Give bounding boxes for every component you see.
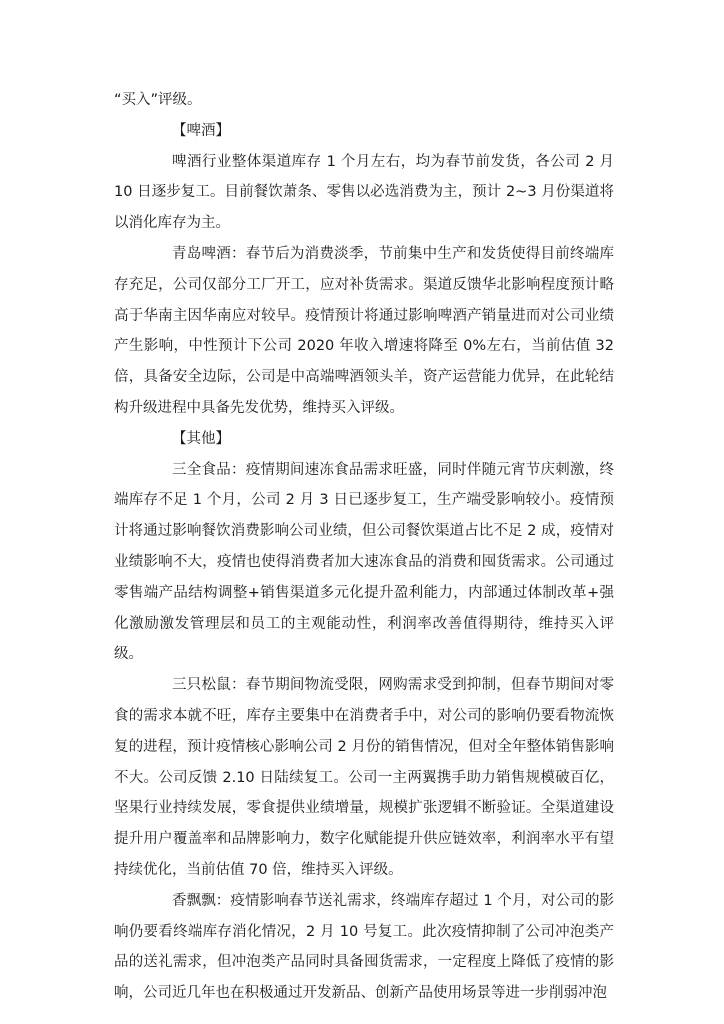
paragraph-sanquan: 三全食品：疫情期间速冻食品需求旺盛，同时伴随元宵节庆刺激，终端库存不足 1 个月，公司 2 月 3 日已逐步复工，生产端受影响较小。疫情预计将通过影响餐饮消费影响公司业绩，但公司餐饮渠道占比不足 2 成，疫情对业绩影响不大，疫情也使得消费者加大速冻食品的消费和囤货需求。公司通过零售端产品结构调整+销售渠道多元化提升盈利能力，内部通过体制改革+强化激励激发管理层和员工的主观能动性，利润率改善值得期待，维持买入评级。 — [114, 461, 614, 663]
intro-fragment: “买入”评级。 — [114, 92, 202, 108]
section-heading-beer: 【啤酒】 — [172, 122, 230, 139]
document-body — [114, 85, 614, 1009]
section-heading-others: 【其他】 — [172, 430, 230, 447]
paragraph-beer-industry: 啤酒行业整体渠道库存 1 个月左右，均为春节前发货，各公司 2 月 10 日逐步复工。目前餐饮萧条、零售以必选消费为主，预计 2~3 月份渠道将以消化库存为主。 — [114, 153, 614, 232]
paragraph-tsingtao: 青岛啤酒：春节后为消费淡季，节前集中生产和发货使得目前终端库存充足，公司仅部分工厂开工，应对补货需求。渠道反馈华北影响程度预计略高于华南主因华南应对较早。疫情预计将通过影响啤酒产销量进而对公司业绩产生影响，中性预计下公司 2020 年收入增速将降至 0%左右，当前估值 32 倍，具备安全边际，公司是中高端啤酒领头羊，资产运营能力优异，在此轮结构升级进程中具备先发优势，维持买入评级。 — [114, 245, 614, 416]
paragraph-xiangpiaopiao: 香飘飘：疫情影响春节送礼需求，终端库存超过 1 个月，对公司的影响仍要看终端库存消化情况，2 月 10 号复工。此次疫情抑制了公司冲泡类产品的送礼需求，但冲泡类产品同时具备囤货需求，一定程度上降低了疫情的影响，公司近几年也在积极通过开发新品、创新产品使用场景等进一步削弱冲泡 — [114, 892, 614, 1002]
paragraph-three-squirrels: 三只松鼠：春节期间物流受限，网购需求受到抑制，但春节期间对零食的需求本就不旺，库存主要集中在消费者手中，对公司的影响仍要看物流恢复的进程，预计疫情核心影响公司 2 月份的销售情况，但对全年整体销售影响不大。公司反馈 2.10 日陆续复工。公司一主两翼携手助力销售规模破百亿，坚果行业持续发展，零食提供业绩增量，规模扩张逻辑不断验证。全渠道建设提升用户覆盖率和品牌影响力，数字化赋能提升供应链效率，利润率水平有望持续优化，当前估值 70 倍，维持买入评级。 — [114, 677, 614, 878]
